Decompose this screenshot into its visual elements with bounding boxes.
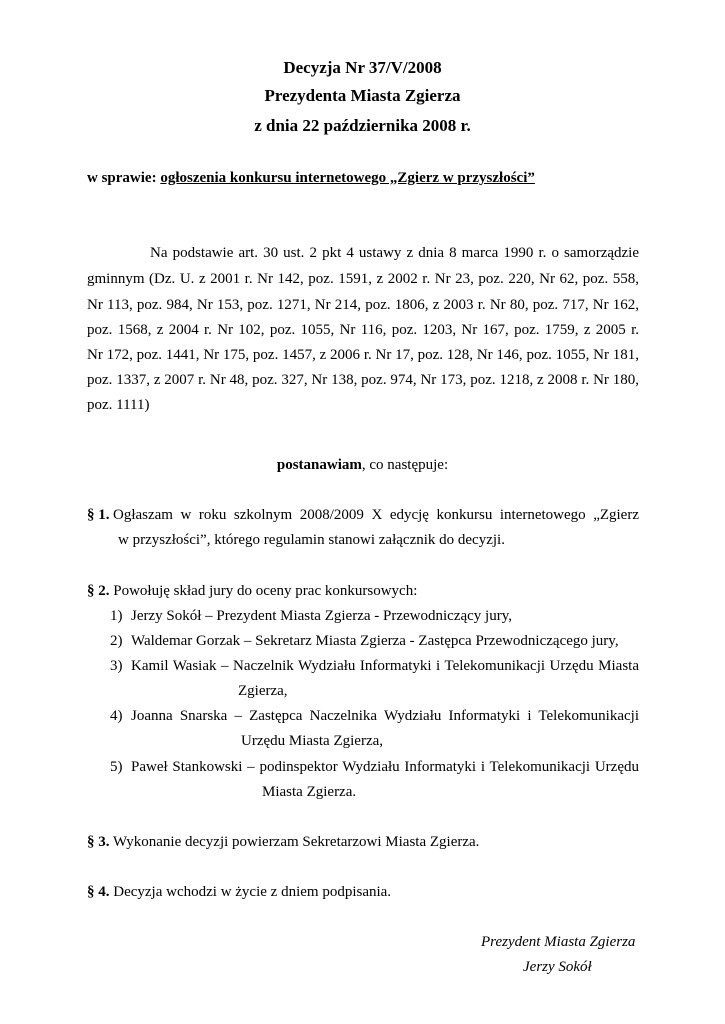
- section-1-label: § 1.: [87, 507, 110, 523]
- jury-item-1-num: 1): [110, 608, 123, 624]
- decision-line: [0, 457, 725, 474]
- section-4-label: § 4.: [87, 884, 110, 900]
- document-date: z dnia 22 października 2008 r.: [254, 116, 471, 135]
- jury-item-4-num: 4): [110, 708, 123, 724]
- signature-name-text: Jerzy Sokół: [523, 959, 592, 975]
- section-2-label: § 2.: [87, 583, 110, 599]
- basis-line-4: poz. 1568, z 2004 r. Nr 102, poz. 1055, Nr 116, poz. 1203, Nr 167, poz. 1759, z 2005 r.: [87, 322, 639, 338]
- basis-line-5: Nr 172, poz. 1441, Nr 175, poz. 1457, z 2006 r. Nr 17, poz. 128, Nr 146, poz. 1055, Nr 181,: [87, 347, 639, 363]
- jury-item-2-text: Waldemar Gorzak – Sekretarz Miasta Zgierza - Zastępca Przewodniczącego jury,: [131, 633, 619, 649]
- signature-title-text: Prezydent Miasta Zgierza: [481, 934, 636, 950]
- jury-item-5-num: 5): [110, 759, 123, 775]
- decision-bold: postanawiam: [276, 457, 362, 473]
- signature-title: [481, 934, 635, 951]
- jury-item-4-cont: Urzędu Miasta Zgierza,: [241, 733, 384, 749]
- document-issuer: Prezydenta Miasta Zgierza: [264, 86, 461, 105]
- jury-item-2-num: 2): [110, 633, 123, 649]
- section-2-intro: [87, 583, 417, 600]
- section-3: [87, 834, 479, 851]
- decision-rest: , co następuje:: [361, 457, 449, 473]
- signature-name: [523, 959, 592, 976]
- jury-item-4-text: Joanna Snarska – Zastępca Naczelnika Wydziału Informatyki i Telekomunikacji: [131, 708, 639, 724]
- section-3-text: Wykonanie decyzji powierzam Sekretarzowi Miasta Zgierza.: [112, 834, 480, 850]
- basis-line-6: poz. 1337, z 2007 r. Nr 48, poz. 327, Nr 138, poz. 974, Nr 173, poz. 1218, z 2008 r. Nr 180,: [87, 372, 639, 388]
- subject-label: w sprawie:: [87, 170, 157, 186]
- subject-line: [87, 170, 535, 187]
- basis-line-2: gminnym (Dz. U. z 2001 r. Nr 142, poz. 1591, z 2002 r. Nr 23, poz. 220, Nr 62, poz. 558,: [87, 271, 639, 287]
- jury-item-5-cont: Miasta Zgierza.: [262, 784, 357, 800]
- section-2-text: Powołuję skład jury do oceny prac konkursowych:: [113, 583, 418, 599]
- basis-line-3: Nr 113, poz. 984, Nr 153, poz. 1271, Nr 214, poz. 1806, z 2003 r. Nr 80, poz. 717, Nr 162,: [87, 297, 639, 313]
- jury-item-3-cont: Zgierza,: [238, 683, 288, 699]
- section-4: [87, 884, 391, 901]
- section-4-text: Decyzja wchodzi w życie z dniem podpisania.: [113, 884, 392, 900]
- jury-item-3-text: Kamil Wasiak – Naczelnik Wydziału Informatyki i Telekomunikacji Urzędu Miasta: [131, 658, 639, 674]
- document-title: Decyzja Nr 37/V/2008: [283, 58, 442, 77]
- section-1-line-1: Ogłaszam w roku szkolnym 2008/2009 X edycję konkursu internetowego „Zgierz: [113, 507, 639, 523]
- jury-item-3-num: 3): [110, 658, 123, 674]
- basis-line-1: Na podstawie art. 30 ust. 2 pkt 4 ustawy z dnia 8 marca 1990 r. o samorządzie: [150, 245, 639, 261]
- jury-item-1-text: Jerzy Sokół – Prezydent Miasta Zgierza - Przewodniczący jury,: [131, 608, 512, 624]
- jury-item-5-text: Paweł Stankowski – podinspektor Wydziału Informatyki i Telekomunikacji Urzędu: [131, 759, 639, 775]
- section-3-label: § 3.: [87, 834, 110, 850]
- section-1-line-2: w przyszłości”, którego regulamin stanowi załącznik do decyzji.: [118, 532, 505, 548]
- subject-text: ogłoszenia konkursu internetowego „Zgierz w przyszłości”: [160, 170, 535, 186]
- basis-line-7: poz. 1111): [87, 397, 150, 413]
